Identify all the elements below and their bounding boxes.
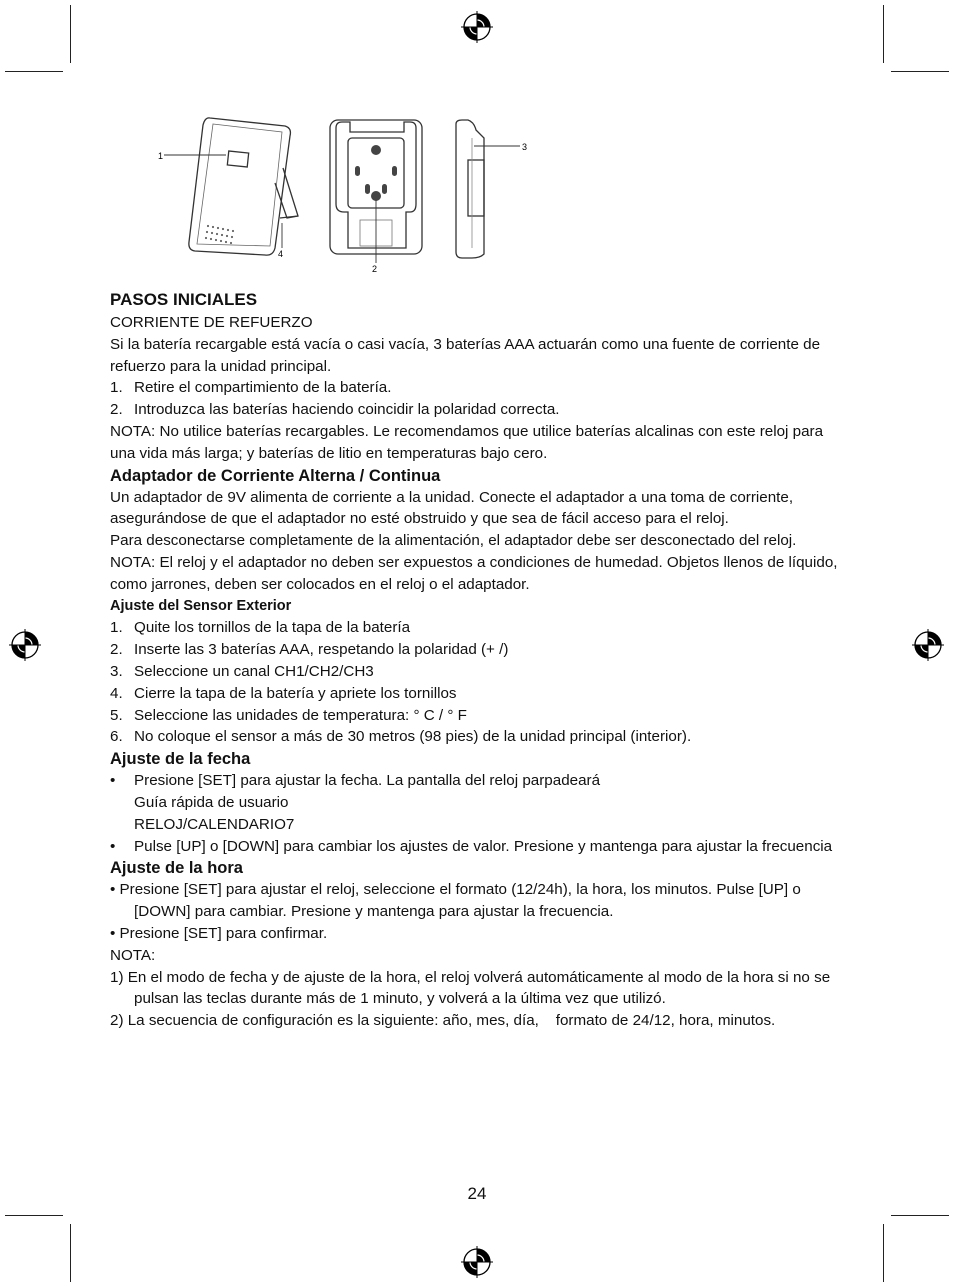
- registration-mark-right-icon: [911, 628, 945, 662]
- corriente-text: Si la batería recargable está vacía o casi vacía, 3 baterías AAA actuarán como una fuente de corriente de refuerzo para la unidad principal.: [110, 335, 821, 375]
- list-item: 1. Quite los tornillos de la tapa de la batería: [110, 619, 411, 637]
- list-item: 2. Introduzca las baterías haciendo coincidir la polaridad correcta.: [110, 401, 560, 419]
- fecha-line-reloj: RELOJ/CALENDARIO7: [134, 815, 295, 833]
- page-number: 24: [467, 1184, 487, 1203]
- hora-nota-label: NOTA:: [110, 946, 156, 964]
- hora-nota-1: 1) En el modo de fecha y de ajuste de la hora, el reloj volverá automáticamente al modo de la hora si no se pulsan las teclas durante más de 1 minuto, y volverá a la última vez que utilizó.: [110, 968, 831, 1008]
- figure-label-2: 2: [372, 264, 378, 274]
- crop-mark-bottom-left-horizontal: [5, 1215, 63, 1216]
- clock-side-view: [456, 120, 484, 258]
- figure-label-1: 1: [158, 151, 164, 161]
- list-item: • Pulse [UP] o [DOWN] para cambiar los ajustes de valor. Presione y mantenga para ajustar la frecuencia: [110, 837, 833, 855]
- figure-label-3: 3: [522, 142, 528, 152]
- crop-mark-bottom-left-vertical: [70, 1224, 71, 1282]
- adaptador-paragraph-2: Para desconectarse completamente de la alimentación, el adaptador debe ser desconectado del reloj.: [110, 532, 797, 550]
- hora-bullet-2: • Presione [SET] para confirmar.: [110, 924, 328, 942]
- list-item: 3. Seleccione un canal CH1/CH2/CH3: [110, 662, 374, 680]
- adaptador-paragraph-1: Un adaptador de 9V alimenta de corriente a la unidad. Conecte el adaptador a una toma de corriente, asegurándose de que el adaptador no esté obstruido y que sea de fácil acceso para el reloj.: [110, 488, 794, 528]
- crop-mark-top-left-vertical: [70, 5, 71, 63]
- corriente-nota: NOTA: No utilice baterías recargables. Le recomendamos que utilice baterías alcalinas con este reloj para una vida más larga; y baterías de litio en temperaturas bajo cero.: [110, 422, 824, 462]
- hora-bullet-1: • Presione [SET] para ajustar el reloj, seleccione el formato (12/24h), la hora, los minutos. Pulse [UP] o [DOWN] para cambiar. Presione y mantenga para ajustar la frecuencia.: [110, 881, 801, 921]
- registration-mark-left-icon: [8, 628, 42, 662]
- crop-mark-bottom-right-vertical: [883, 1224, 884, 1282]
- list-item: 1. Retire el compartimiento de la batería.: [110, 379, 392, 397]
- device-illustration: [150, 108, 550, 288]
- section-title-hora: Ajuste de la hora: [110, 859, 243, 878]
- registration-mark-top-icon: [460, 10, 494, 44]
- registration-mark-bottom-icon: [460, 1245, 494, 1279]
- crop-mark-top-right-vertical: [883, 5, 884, 63]
- list-item: 5. Seleccione las unidades de temperatura: ° C / ° F: [110, 706, 467, 724]
- figure-label-4: 4: [278, 249, 284, 259]
- fecha-line-guia: Guía rápida de usuario: [134, 793, 289, 811]
- list-item: 6. No coloque el sensor a más de 30 metros (98 pies) de la unidad principal (interior).: [110, 728, 692, 746]
- adaptador-nota: NOTA: El reloj y el adaptador no deben ser expuestos a condiciones de humedad. Objetos llenos de líquido, como jarrones, deben ser colocados en el reloj o el adaptador.: [110, 553, 838, 593]
- list-item: 4. Cierre la tapa de la batería y apriete los tornillos: [110, 684, 457, 702]
- section-title-pasos: PASOS INICIALES: [110, 290, 258, 309]
- crop-mark-bottom-right-horizontal: [891, 1215, 949, 1216]
- subsection-sensor: Ajuste del Sensor Exterior: [110, 597, 292, 614]
- subsection-corriente: CORRIENTE DE REFUERZO: [110, 314, 313, 331]
- hora-nota-2: 2) La secuencia de configuración es la siguiente: año, mes, día, formato de 24/12, hora, minutos.: [110, 1012, 776, 1030]
- crop-mark-top-left-horizontal: [5, 71, 63, 72]
- list-item: 2. Inserte las 3 baterías AAA, respetando la polaridad (+ /): [110, 641, 509, 659]
- page-content: [110, 288, 850, 1032]
- list-item: • Presione [SET] para ajustar la fecha. La pantalla del reloj parpadeará: [110, 772, 601, 790]
- section-title-adaptador: Adaptador de Corriente Alterna / Continua: [110, 466, 441, 485]
- crop-mark-top-right-horizontal: [891, 71, 949, 72]
- section-title-fecha: Ajuste de la fecha: [110, 750, 251, 769]
